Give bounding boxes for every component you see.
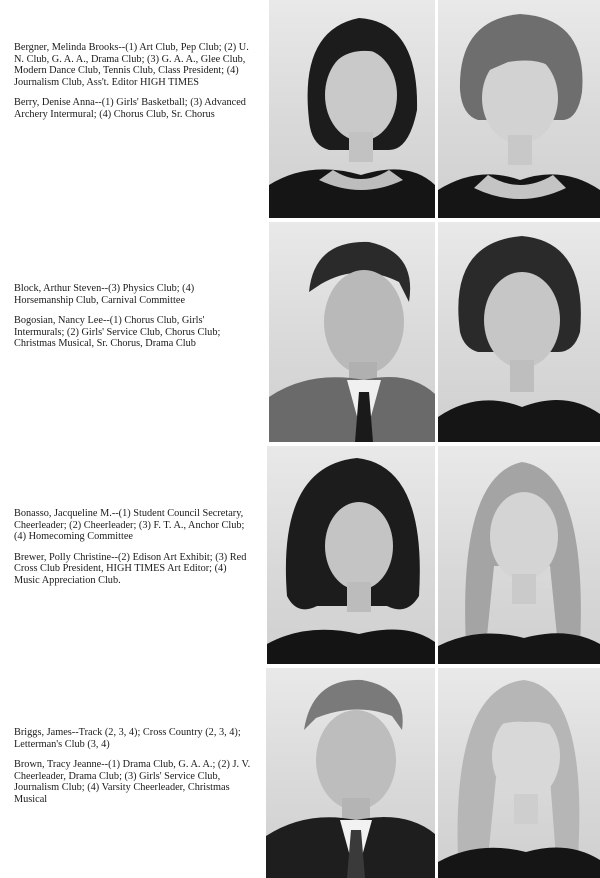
student-name: Berry, Denise Anna	[14, 97, 95, 109]
student-activities: (1) Chorus Club, Girls' Intermurals; (2) Girls' Service Club, Chorus Club; Christmas Musical, Sr. Chorus, Drama Club	[14, 315, 221, 350]
bio-group-row-3	[14, 508, 254, 596]
bio-entry	[14, 315, 254, 350]
portrait-boy-dark-suit-tie	[266, 668, 435, 878]
bio-entry	[14, 97, 254, 120]
portrait-girl-short-dark-hair	[438, 222, 600, 442]
bio-entry	[14, 727, 254, 750]
student-activities: (1) Student Council Secretary, Cheerleader; (2) Cheerleader; (3) F. T. A., Anchor Club; (4) Homecoming Committee	[14, 508, 245, 543]
student-activities: Track (2, 3, 4); Cross Country (2, 3, 4); Letterman's Club (3, 4)	[14, 727, 241, 750]
portrait-photo	[269, 0, 435, 218]
portrait-girl-flipped-dark-hair	[267, 446, 435, 664]
student-activities: (1) Girls' Basketball; (3) Advanced Archery Intermural; (4) Chorus Club, Sr. Chorus	[14, 97, 246, 120]
student-name: Bonasso, Jacqueline M.	[14, 508, 112, 519]
portrait-photo	[269, 222, 435, 442]
bio-group-row-2	[14, 283, 254, 359]
student-activities: (3) Physics Club; (4) Horsemanship Club, Carnival Committee	[14, 283, 195, 306]
student-activities: (1) Art Club, Pep Club; (2) U. N. Club, G. A. A., Drama Club; (3) G. A. A., Glee Club, Modern Dance Club, Tennis Club, Class President; (4) Journalism Club, Ass't. Editor HIGH TIMES	[14, 42, 249, 88]
student-name: Brown, Tracy Jeanne	[14, 759, 102, 771]
bio-group-row-4	[14, 727, 254, 815]
student-name: Brewer, Polly Christine	[14, 551, 112, 563]
bio-group-row-1	[14, 42, 254, 130]
student-name: Block, Arthur Steven	[14, 283, 102, 294]
name-separator: --	[94, 97, 102, 109]
portrait-photo	[266, 668, 435, 878]
name-separator: --	[71, 727, 79, 738]
student-name: Briggs, James	[14, 727, 72, 738]
bio-entry	[14, 759, 254, 805]
student-name: Bogosian, Nancy Lee	[14, 315, 103, 327]
student-activities: (1) Drama Club, G. A. A.; (2) J. V. Cheerleader, Drama Club; (3) Girls' Service Club, Journalism Club; (4) Varsity Cheerleader, Christmas Musical	[14, 759, 251, 805]
portrait-photo	[267, 446, 435, 664]
bio-entry	[14, 552, 254, 587]
name-separator: --	[101, 283, 109, 294]
name-separator: --	[111, 551, 118, 563]
bio-entry	[14, 508, 254, 543]
bio-entry	[14, 42, 254, 88]
portrait-photo	[438, 668, 600, 878]
portrait-photo	[438, 446, 600, 664]
portrait-girl-bouffant	[438, 0, 600, 218]
portrait-boy-suit-tie	[269, 222, 435, 442]
student-name: Bergner, Melinda Brooks	[14, 42, 119, 53]
portrait-girl-blonde-bangs	[438, 668, 600, 878]
bio-entry	[14, 283, 254, 306]
portrait-girl-long-light-hair	[438, 446, 600, 664]
name-separator: --	[101, 759, 109, 771]
name-separator: --	[102, 315, 110, 327]
portrait-girl-long-dark-hair	[269, 0, 435, 218]
portrait-photo	[438, 0, 600, 218]
name-separator: --	[111, 508, 119, 519]
student-activities: (2) Edison Art Exhibit; (3) Red Cross Club President, HIGH TIMES Art Editor; (4) Music Appreciation Club.	[14, 551, 247, 586]
name-separator: --	[118, 42, 126, 53]
portrait-photo	[438, 222, 600, 442]
